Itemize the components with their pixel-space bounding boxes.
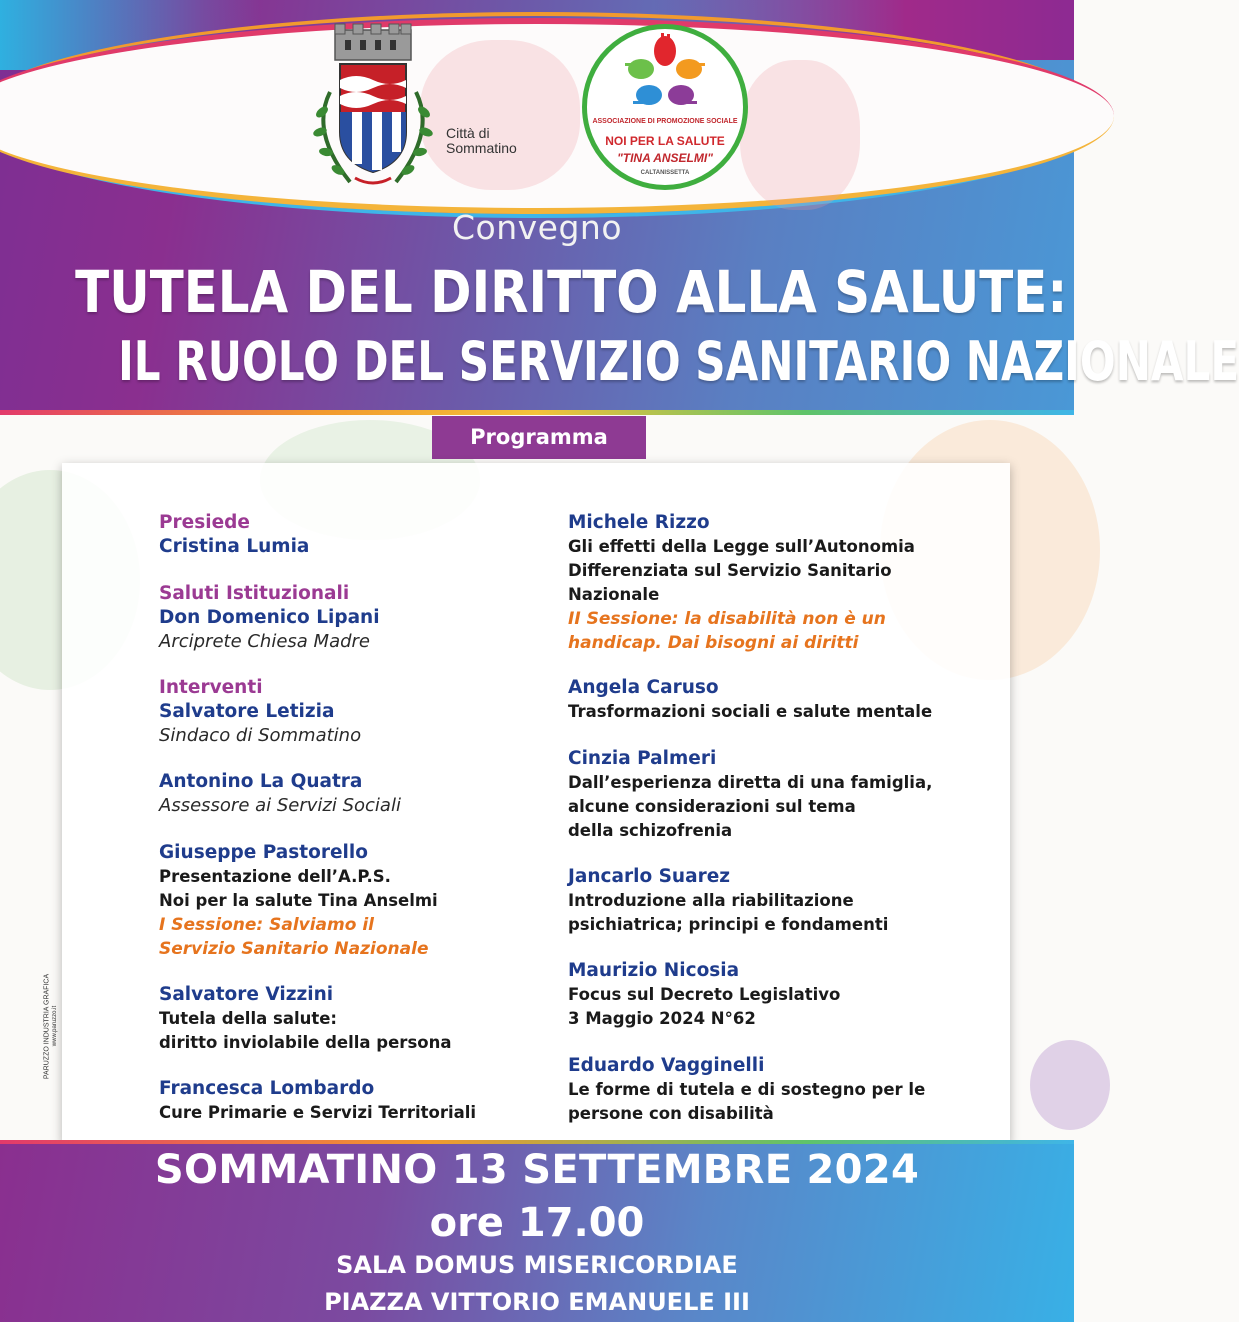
program-entry (568, 511, 968, 655)
talk-text: Dall’esperienza diretta di una famiglia, (568, 773, 933, 792)
association-city: CALTANISSETTA (640, 170, 690, 176)
speaker-name: Maurizio Nicosia (568, 960, 740, 981)
association-logo (582, 24, 748, 190)
speaker-name: Jancarlo Suarez (568, 866, 731, 887)
talk-text: Trasformazioni sociali e salute mentale (568, 702, 933, 721)
program-card (62, 463, 1010, 1143)
program-entry (159, 983, 539, 1055)
talk-text: persone con disabilità (568, 1104, 774, 1123)
printer-credit-url: www.paruzzo.it (52, 1005, 58, 1047)
speaker-name: Eduardo Vagginelli (568, 1055, 765, 1076)
event-date: SOMMATINO 13 SETTEMBRE 2024 (154, 1147, 920, 1193)
speaker-name: Don Domenico Lipani (159, 607, 380, 628)
program-entry (159, 676, 539, 748)
event-time: ore 17.00 (429, 1200, 645, 1246)
comune-crest-icon (300, 22, 445, 187)
program-entry (568, 959, 968, 1031)
event-title-line1: TUTELA DEL DIRITTO ALLA SALUTE: (75, 258, 1068, 326)
talk-text: alcune considerazioni sul tema (568, 797, 856, 816)
header-banner (0, 0, 1239, 412)
printer-credit (40, 965, 58, 1095)
association-dedication: "TINA ANSELMI" (617, 151, 713, 165)
session-heading: Servizio Sanitario Nazionale (159, 939, 429, 959)
decor-splash (1030, 1040, 1110, 1130)
speaker-name: Francesca Lombardo (159, 1078, 375, 1099)
association-subtitle: ASSOCIAZIONE DI PROMOZIONE SOCIALE (592, 118, 738, 125)
program-entry (159, 1077, 539, 1125)
program-entry (568, 1054, 968, 1126)
program-entry (159, 511, 539, 559)
talk-text: Focus sul Decreto Legislativo (568, 985, 841, 1004)
colored-hands-icon (615, 33, 715, 115)
talk-text: Le forme di tutela e di sostegno per le (568, 1080, 926, 1099)
session-heading: II Sessione: la disabilità non è un (568, 609, 886, 629)
program-entry (568, 865, 968, 937)
talk-text: della schizofrenia (568, 821, 733, 840)
talk-text: 3 Maggio 2024 N°62 (568, 1009, 756, 1028)
speaker-name: Giuseppe Pastorello (159, 842, 368, 863)
talk-text: Introduzione alla riabilitazione (568, 891, 854, 910)
header-divider (0, 410, 1074, 415)
talk-text: Noi per la salute Tina Anselmi (159, 891, 438, 910)
talk-text: diritto inviolabile della persona (159, 1033, 452, 1052)
event-venue: SALA DOMUS MISERICORDIAE (336, 1251, 738, 1279)
event-address: PIAZZA VITTORIO EMANUELE III (324, 1288, 750, 1316)
session-heading: I Sessione: Salviamo il (159, 915, 374, 935)
session-heading: handicap. Dai bisogni ai diritti (568, 633, 859, 653)
entry-label: Saluti Istituzionali (159, 583, 350, 604)
crest-caption-line1: Città di (446, 125, 490, 141)
speaker-name: Cristina Lumia (159, 536, 310, 557)
talk-text: Differenziata sul Servizio Sanitario (568, 561, 892, 580)
speaker-name: Salvatore Vizzini (159, 984, 334, 1005)
talk-text: psichiatrica; principi e fondamenti (568, 915, 889, 934)
talk-text: Cure Primarie e Servizi Territoriali (159, 1103, 477, 1122)
printer-credit-name: PARUZZO INDUSTRIA GRAFICA (43, 973, 51, 1080)
program-tab: Programma (432, 416, 646, 459)
footer-divider (0, 1140, 1074, 1144)
speaker-name: Salvatore Letizia (159, 701, 335, 722)
program-entry (159, 841, 539, 961)
event-title-line2: IL RUOLO DEL SERVIZIO SANITARIO NAZIONALE (118, 330, 1239, 393)
speaker-role: Arciprete Chiesa Madre (159, 631, 371, 652)
speaker-role: Sindaco di Sommatino (159, 725, 362, 746)
talk-text: Tutela della salute: (159, 1009, 338, 1028)
entry-label: Presiede (159, 512, 250, 533)
speaker-name: Angela Caruso (568, 677, 719, 698)
speaker-role: Assessore ai Servizi Sociali (159, 795, 401, 816)
program-entry (568, 747, 968, 843)
event-kicker: Convegno (451, 208, 623, 247)
decor-blob (740, 60, 860, 210)
talk-text: Nazionale (568, 585, 660, 604)
crest-caption (446, 126, 517, 156)
association-name: NOI PER LA SALUTE (605, 134, 725, 148)
program-entry (159, 770, 539, 818)
program-entry (159, 582, 539, 654)
speaker-name: Antonino La Quatra (159, 771, 363, 792)
entry-label: Interventi (159, 677, 263, 698)
crest-caption-line2: Sommatino (446, 140, 517, 156)
speaker-name: Cinzia Palmeri (568, 748, 717, 769)
speaker-name: Michele Rizzo (568, 512, 710, 533)
talk-text: Presentazione dell’A.P.S. (159, 867, 391, 886)
talk-text: Gli effetti della Legge sull’Autonomia (568, 537, 915, 556)
program-entry (568, 676, 968, 724)
